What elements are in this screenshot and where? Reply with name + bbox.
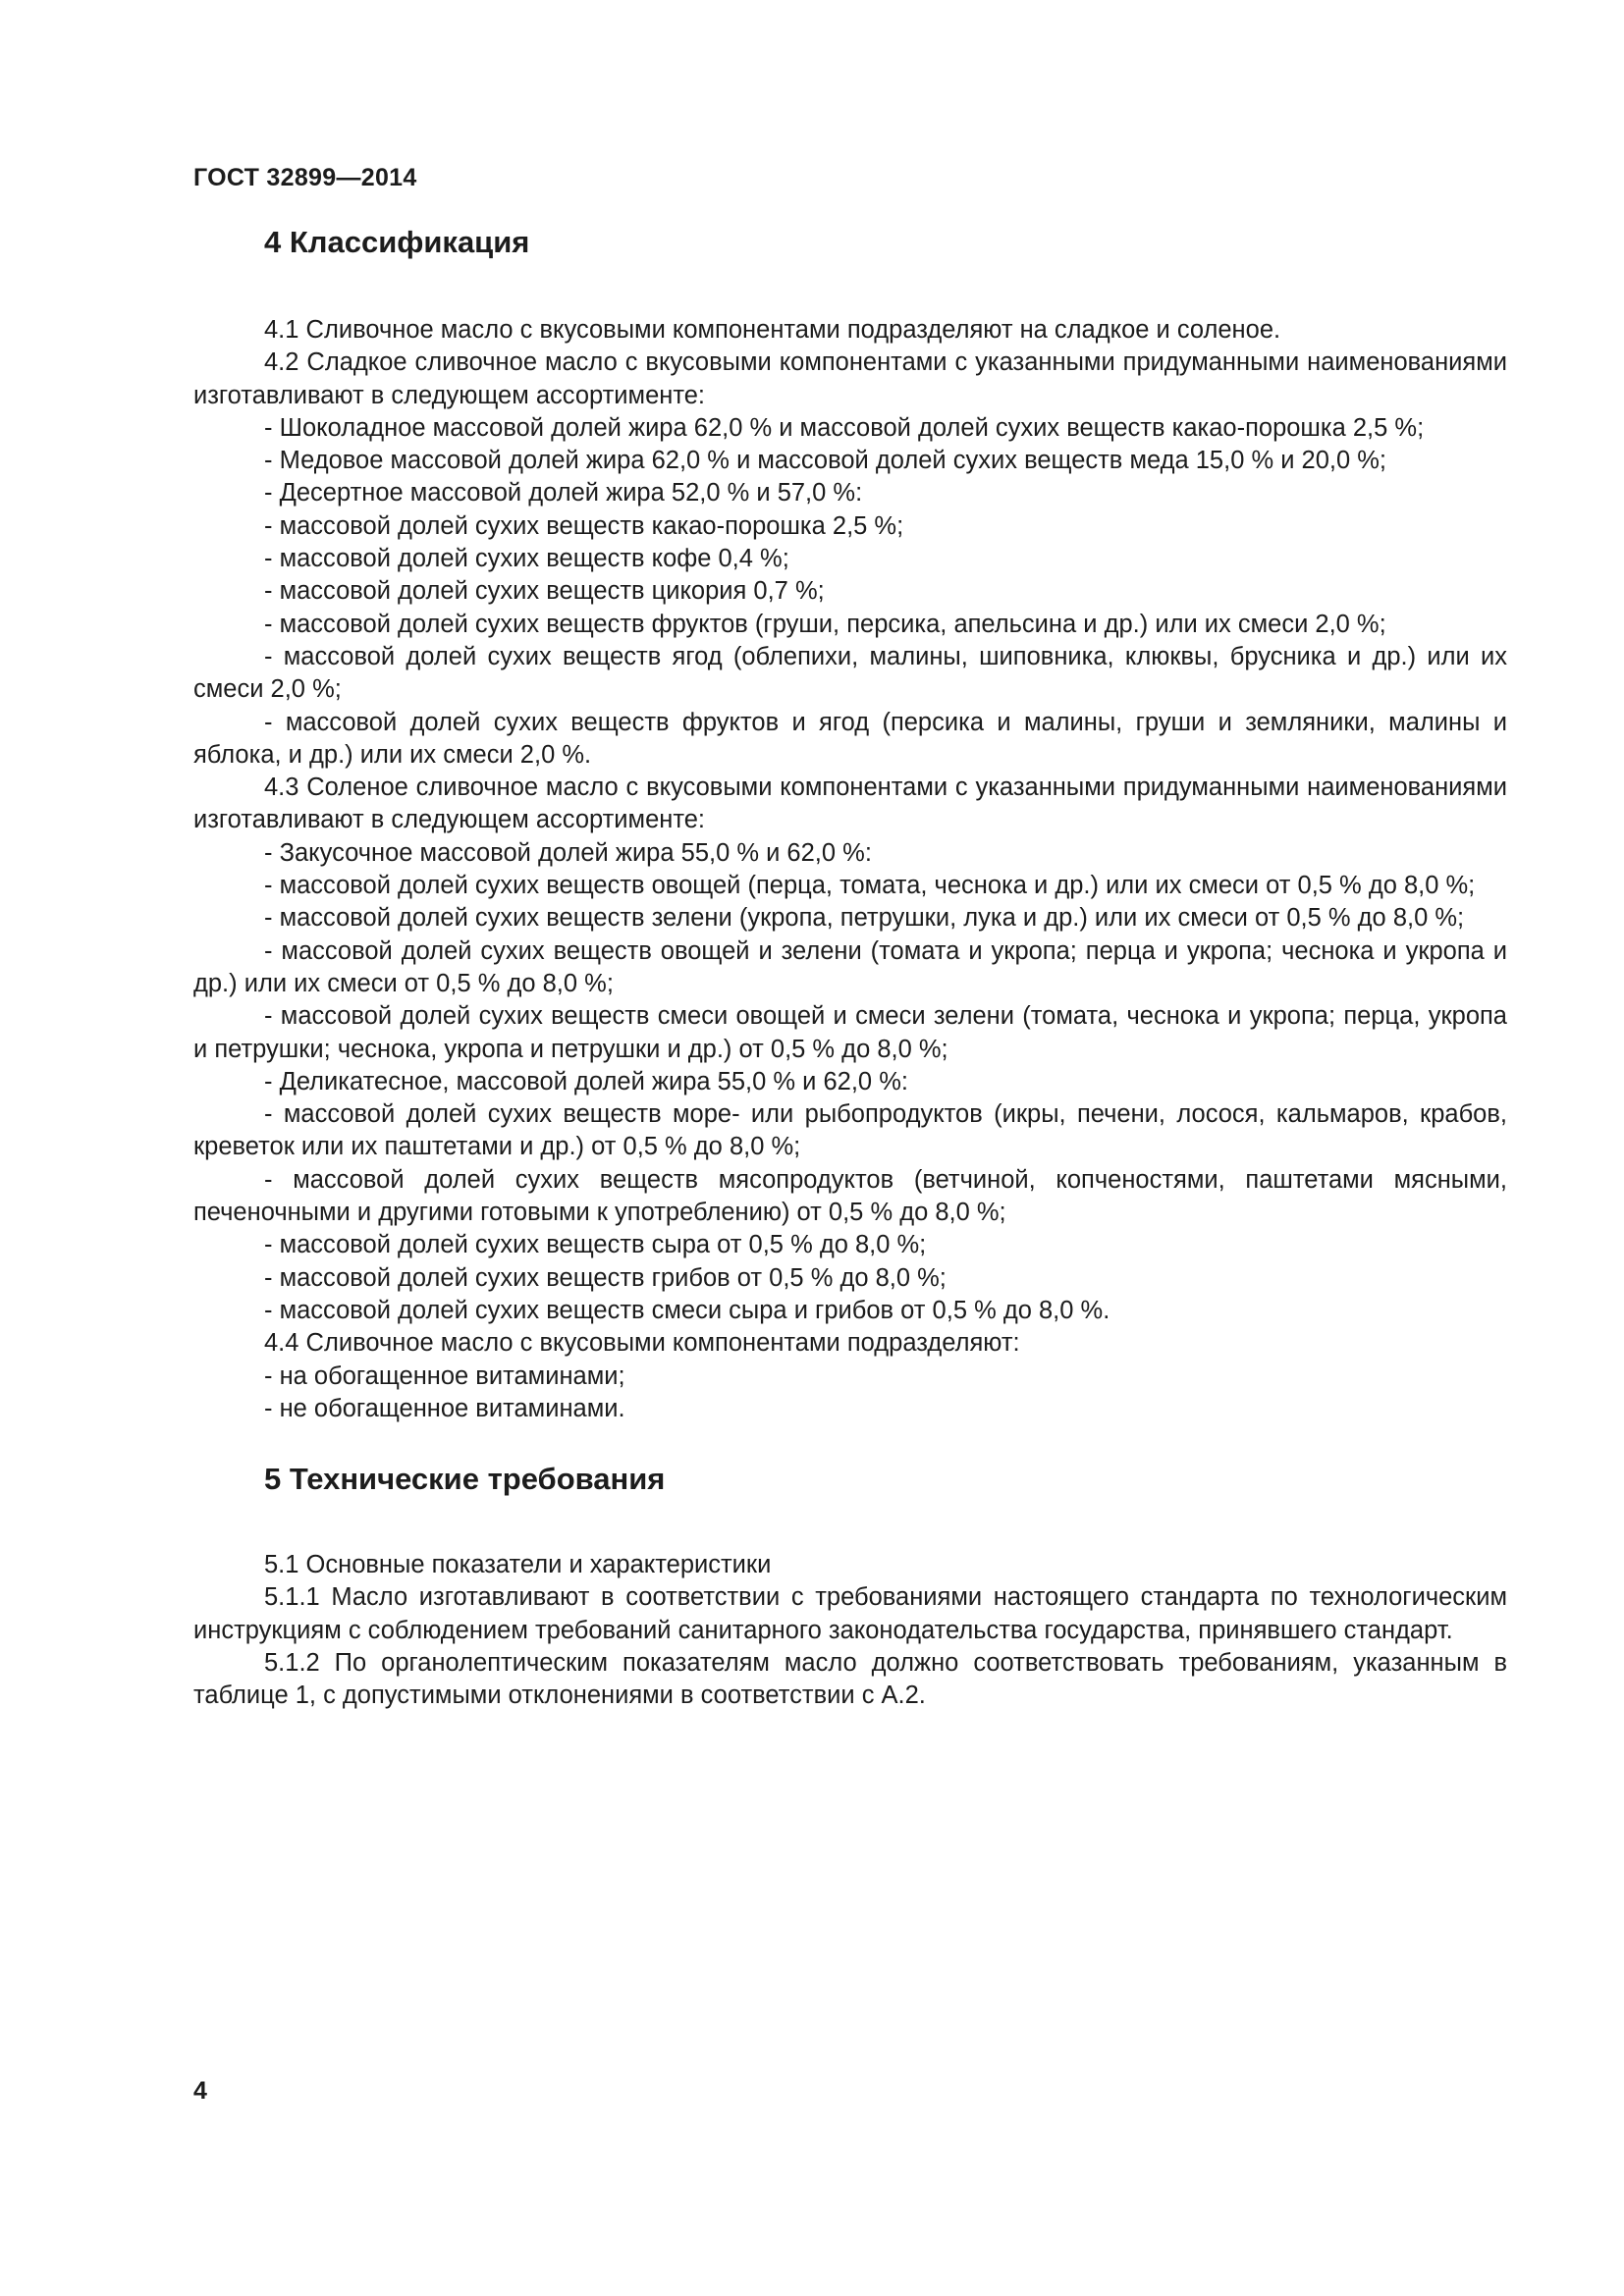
list-item: - массовой долей сухих веществ овощей и зелени (томата и укропа; перца и укропа; чеснока и укропа и др.) или их смеси от 0,5 % до 8,0 %; xyxy=(193,936,1507,997)
list-item: - массовой долей сухих веществ овощей (перца, томата, чеснока и др.) или их смеси от 0,5 % до 8,0 %; xyxy=(264,872,1476,900)
list-item: - массовой долей сухих веществ грибов от 0,5 % до 8,0 %; xyxy=(264,1263,947,1292)
list-item: - массовой долей сухих веществ сыра от 0,5 % до 8,0 %; xyxy=(264,1231,927,1259)
list-item: - массовой долей сухих веществ фруктов и ягод (персика и малины, груши и земляники, малины и яблока, и др.) или их смеси 2,0 %. xyxy=(193,708,1507,769)
document-body xyxy=(193,218,1507,1713)
list-item: - массовой долей сухих веществ кофе 0,4 %; xyxy=(264,545,789,573)
section-5-title: 5 Технические требования xyxy=(264,1462,666,1497)
document-header: ГОСТ 32899—2014 xyxy=(193,164,417,191)
page-number: 4 xyxy=(193,2077,207,2105)
list-item: - Десертное массовой долей жира 52,0 % и 57,0 %: xyxy=(264,479,863,507)
list-item: - Закусочное массовой долей жира 55,0 % и 62,0 %: xyxy=(264,838,872,867)
paragraph: 5.1.1 Масло изготавливают в соответствии с требованиями настоящего стандарта по технологическим инструкциям с соблюдением требований санитарного законодательства государства, принявшего стандарт. xyxy=(193,1583,1507,1644)
list-item: - массовой долей сухих веществ мясопродуктов (ветчиной, копченостями, паштетами мясными, печеночными и другими готовыми к употреблению) от 0,5 % до 8,0 %; xyxy=(193,1165,1507,1227)
list-item: - массовой долей сухих веществ цикория 0,7 %; xyxy=(264,577,825,606)
section-technical-requirements xyxy=(193,1455,1507,1712)
list-item: - массовой долей сухих веществ фруктов (груши, персика, апельсина и др.) или их смеси 2,0 %; xyxy=(264,610,1386,638)
paragraph: 4.3 Соленое сливочное масло с вкусовыми компонентами с указанными придуманными наименованиями изготавливают в следующем ассортименте: xyxy=(193,774,1507,834)
section-4-title: 4 Классификация xyxy=(264,225,530,259)
list-item: - на обогащенное витаминами; xyxy=(264,1362,625,1390)
list-item: - не обогащенное витаминами. xyxy=(264,1394,625,1422)
list-item: - Деликатесное, массовой долей жира 55,0 % и 62,0 %: xyxy=(264,1067,908,1095)
list-item: - Медовое массовой долей жира 62,0 % и массовой долей сухих веществ меда 15,0 % и 20,0 %; xyxy=(264,447,1387,475)
paragraph: 4.1 Сливочное масло с вкусовыми компонентами подразделяют на сладкое и соленое. xyxy=(264,316,1281,344)
list-item: - Шоколадное массовой долей жира 62,0 % и массовой долей сухих веществ какао-порошка 2,5 %; xyxy=(264,413,1425,442)
list-item: - массовой долей сухих веществ смеси овощей и смеси зелени (томата, чеснока и укропа; перца, укропа и петрушки; чеснока, укропа и петрушки и др.) от 0,5 % до 8,0 %; xyxy=(193,1002,1507,1063)
list-item: - массовой долей сухих веществ ягод (облепихи, малины, шиповника, клюквы, брусника и др.) или их смеси 2,0 %; xyxy=(193,642,1507,704)
paragraph: 4.2 Сладкое сливочное масло с вкусовыми компонентами с указанными придуманными наименованиями изготавливают в следующем ассортименте: xyxy=(193,348,1507,409)
paragraph: 5.1 Основные показатели и характеристики xyxy=(264,1551,772,1579)
paragraph: 4.4 Сливочное масло с вкусовыми компонентами подразделяют: xyxy=(264,1329,1020,1358)
section-classification xyxy=(193,218,1507,1425)
list-item: - массовой долей сухих веществ какао-порошка 2,5 %; xyxy=(264,511,904,540)
paragraph: 5.1.2 По органолептическим показателям масло должно соответствовать требованиям, указанным в таблице 1, с допустимыми отклонениями в соответствии с А.2. xyxy=(193,1648,1507,1710)
list-item: - массовой долей сухих веществ море- или рыбопродуктов (икры, печени, лосося, кальмаров, крабов, креветок или их паштетами и др.) от 0,5 % до 8,0 %; xyxy=(193,1100,1507,1161)
list-item: - массовой долей сухих веществ смеси сыра и грибов от 0,5 % до 8,0 %. xyxy=(264,1296,1110,1324)
list-item: - массовой долей сухих веществ зелени (укропа, петрушки, лука и др.) или их смеси от 0,5 % до 8,0 %; xyxy=(264,904,1465,933)
